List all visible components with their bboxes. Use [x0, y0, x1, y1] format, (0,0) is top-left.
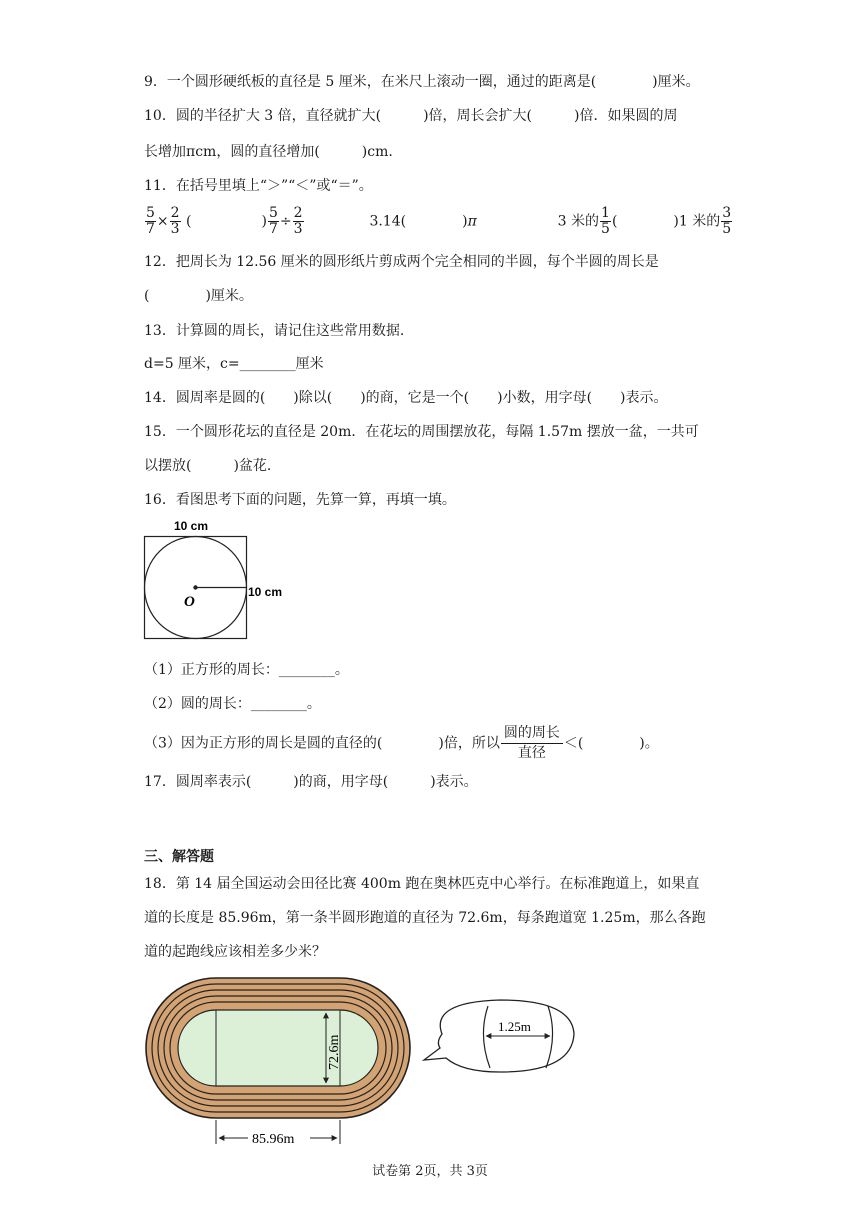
infield: [178, 1010, 378, 1086]
running-track-figure: [140, 972, 580, 1152]
question-13-line1: 13．计算圆的周长，请记住这些常用数据.: [144, 323, 405, 339]
question-11-items: $\frac{5}{7}$ × $\frac{2}{3}$ ( ) $\frac{5}{7}$ ÷ $\frac{2}{3}$ 3.14( )π 3 米的 $\frac{1}{5}$ ( )1 米的 $\frac{3}{5}$: [146, 205, 732, 237]
blank: ( ): [186, 213, 267, 230]
fraction: $\frac{3}{5}$: [722, 205, 732, 237]
fraction: $\frac{5}{7}$: [268, 205, 278, 237]
question-15-line1: 15．一个圆形花坛的直径是 20m．在花坛的周围摆放花，每隔 1.57m 摆放一盆，一共可: [144, 424, 699, 440]
center-label: O: [184, 594, 195, 610]
question-10-line1: 10．圆的半径扩大 3 倍，直径就扩大( )倍，周长会扩大( )倍．如果圆的周: [144, 108, 678, 124]
question-14: 14．圆周率是圆的( )除以( )的商，它是一个( )小数，用字母( )表示。: [144, 390, 668, 406]
question-18-line1: 18．第 14 届全国运动会田径比赛 400m 跑在奥林匹克中心举行。在标准跑道上，如果直: [144, 876, 700, 892]
question-12-line1: 12．把周长为 12.56 厘米的圆形纸片剪成两个完全相同的半圆，每个半圆的周长是: [144, 254, 659, 270]
question-10-line2: 长增加πcm，圆的直径增加( )cm.: [144, 144, 393, 160]
question-9: 9．一个圆形硬纸板的直径是 5 厘米，在米尺上滚动一圈，通过的距离是( )厘米。: [144, 74, 700, 90]
fraction: $\frac{2}{3}$: [293, 205, 303, 237]
square-circle-figure: [140, 516, 300, 644]
fraction: $\frac{1}{5}$: [601, 205, 610, 237]
page-footer: 试卷第 2页，共 3页: [372, 1164, 488, 1179]
question-15-line2: 以摆放( )盆花.: [144, 458, 272, 474]
fraction: $\frac{\text{圆的周长}}{\text{直径}}$: [501, 724, 563, 763]
question-16-part2: （2）圆的周长：________。: [144, 696, 321, 712]
question-12-line2: ( )厘米。: [144, 288, 253, 304]
center-dot: [193, 585, 197, 589]
question-16-part1: （1）正方形的周长：________。: [144, 662, 349, 678]
lane-width-label: 1.25m: [498, 1019, 531, 1034]
section-heading: 三、解答题: [144, 849, 214, 865]
question-13-line2: d=5 厘米，c=________厘米: [144, 356, 324, 372]
question-18-line2: 道的长度是 85.96m，第一条半圆形跑道的直径为 72.6m，每条跑道宽 1.25m，那么各跑: [144, 910, 706, 926]
question-16-part3: （3）因为正方形的周长是圆的直径的( )倍，所以 $\frac{\text{圆的周长}}{\text{直径}}$ ＜( )。: [144, 725, 659, 761]
question-17: 17．圆周率表示( )的商，用字母( )表示。: [144, 774, 478, 790]
question-18-line3: 道的起跑线应该相差多少米？: [144, 944, 326, 960]
diameter-label: 72.6m: [327, 1034, 342, 1070]
radius-label: 10 cm: [248, 585, 283, 599]
fraction: $\frac{5}{7}$: [146, 205, 155, 237]
question-16: 16．看图思考下面的问题，先算一算，再填一填。: [144, 492, 456, 508]
straight-label: 85.96m: [252, 1132, 295, 1147]
question-11: 11．在括号里填上“＞”“＜”或“＝”。: [144, 178, 373, 194]
top-side-label: 10 cm: [174, 519, 209, 533]
fraction: $\frac{2}{3}$: [170, 205, 180, 237]
